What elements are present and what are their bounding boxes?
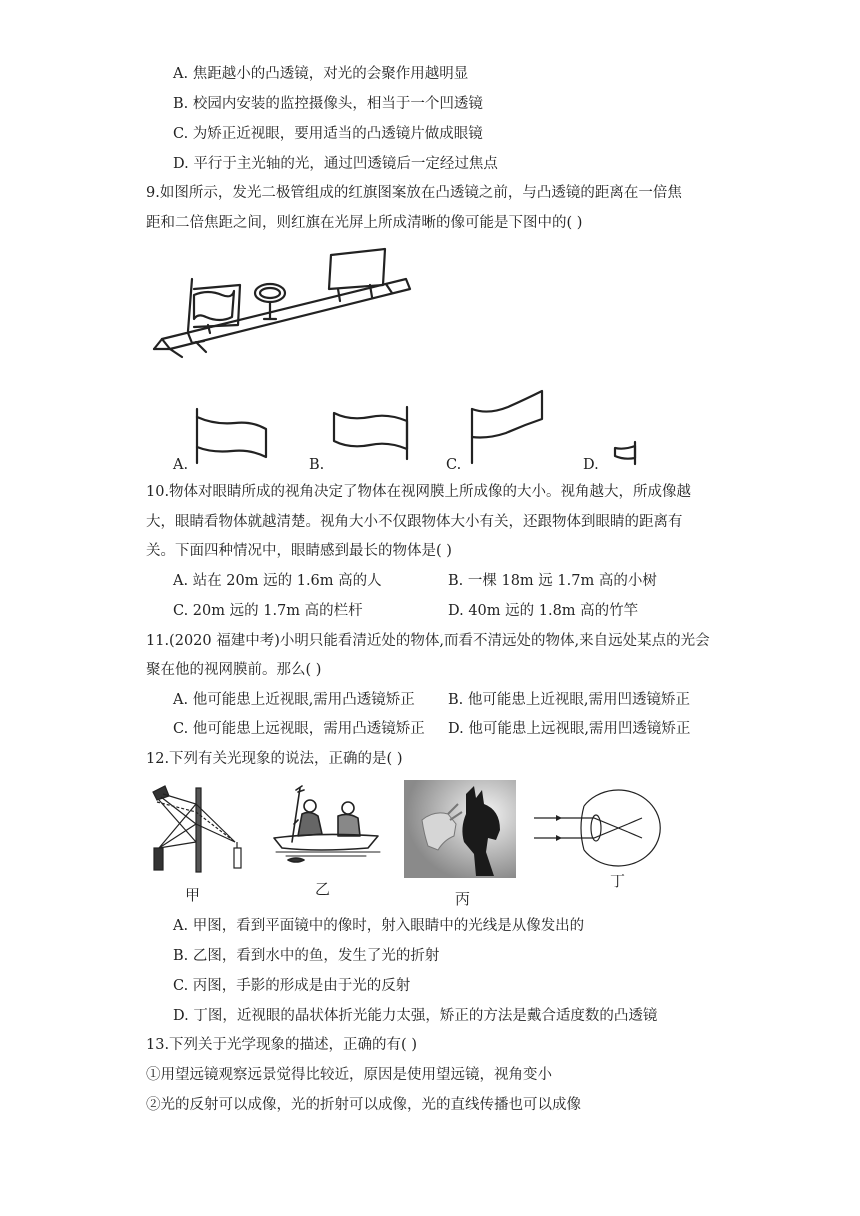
q10-stem-line3: 关。下面四种情况中，眼睛感到最长的物体是( ) — [146, 543, 452, 559]
q9-option-d-image — [610, 440, 640, 466]
q10-stem-line2: 大，眼睛看物体就越清楚。视角大小不仅跟物体大小有关，还跟物体到眼睛的距离有 — [146, 514, 683, 530]
q9-option-b-image — [328, 405, 414, 460]
q12-option-a: A. 甲图，看到平面镜中的像时，射入眼睛中的光线是从像发出的 — [173, 918, 585, 934]
q11-stem-line1: 11.(2020 福建中考)小明只能看清近处的物体,而看不清远处的物体,来自远处某点的光会 — [146, 633, 710, 649]
q8-option-d: D. 平行于主光轴的光，通过凹透镜后一定经过焦点 — [173, 156, 498, 172]
q10-option-a: A. 站在 20m 远的 1.6m 高的人 — [173, 573, 382, 589]
q13-item-2: ②光的反射可以成像，光的折射可以成像，光的直线传播也可以成像 — [146, 1097, 581, 1113]
q10-option-d: D. 40m 远的 1.8m 高的竹竿 — [448, 603, 639, 619]
optical-bench-figure — [148, 245, 418, 360]
caption-yi: 乙 — [315, 880, 331, 898]
q9-option-a-image — [190, 405, 270, 465]
caption-jia: 甲 — [185, 886, 201, 904]
q9-label-d: D. — [583, 457, 599, 473]
mirror-reflection-figure — [145, 784, 245, 874]
hand-shadow-figure — [404, 780, 516, 878]
q10-stem-line1: 10.物体对眼睛所成的视角决定了物体在视网膜上所成像的大小。视角越大，所成像越 — [146, 484, 692, 500]
q9-stem-line1: 9.如图所示，发光二极管组成的红旗图案放在凸透镜之前，与凸透镜的距离在一倍焦 — [146, 185, 682, 201]
q10-option-b: B. 一棵 18m 远 1.7m 高的小树 — [448, 573, 657, 589]
q13-stem: 13.下列关于光学现象的描述，正确的有( ) — [146, 1037, 417, 1053]
q13-item-1: ①用望远镜观察远景觉得比较近，原因是使用望远镜，视角变小 — [146, 1067, 552, 1083]
q8-option-a: A. 焦距越小的凸透镜，对光的会聚作用越明显 — [173, 66, 469, 82]
fishing-boat-figure — [268, 786, 388, 864]
eye-ray-diagram-figure — [532, 790, 660, 868]
q12-option-c: C. 丙图，手影的形成是由于光的反射 — [173, 978, 411, 994]
q12-option-b: B. 乙图，看到水中的鱼，发生了光的折射 — [173, 948, 440, 964]
q12-option-d: D. 丁图，近视眼的晶状体折光能力太强，矫正的方法是戴合适度数的凸透镜 — [173, 1008, 658, 1024]
q10-option-c: C. 20m 远的 1.7m 高的栏杆 — [173, 603, 363, 619]
q11-stem-line2: 聚在他的视网膜前。那么( ) — [146, 662, 322, 678]
q9-label-c: C. — [446, 457, 462, 473]
caption-ding: 丁 — [610, 872, 626, 890]
q11-option-b: B. 他可能患上近视眼,需用凹透镜矫正 — [448, 692, 690, 708]
q8-option-c: C. 为矫正近视眼，要用适当的凸透镜片做成眼镜 — [173, 126, 483, 142]
q9-stem-line2: 距和二倍焦距之间，则红旗在光屏上所成清晰的像可能是下图中的( ) — [146, 215, 583, 231]
q11-option-c: C. 他可能患上远视眼，需用凸透镜矫正 — [173, 721, 425, 737]
q11-option-d: D. 他可能患上远视眼,需用凹透镜矫正 — [448, 721, 691, 737]
q9-label-a: A. — [173, 457, 189, 473]
caption-bing: 丙 — [455, 890, 471, 908]
q12-stem: 12.下列有关光现象的说法，正确的是( ) — [146, 751, 403, 767]
q9-option-c-image — [466, 385, 548, 465]
q9-label-b: B. — [309, 457, 325, 473]
q11-option-a: A. 他可能患上近视眼,需用凸透镜矫正 — [173, 692, 415, 708]
q8-option-b: B. 校园内安装的监控摄像头，相当于一个凹透镜 — [173, 96, 483, 112]
